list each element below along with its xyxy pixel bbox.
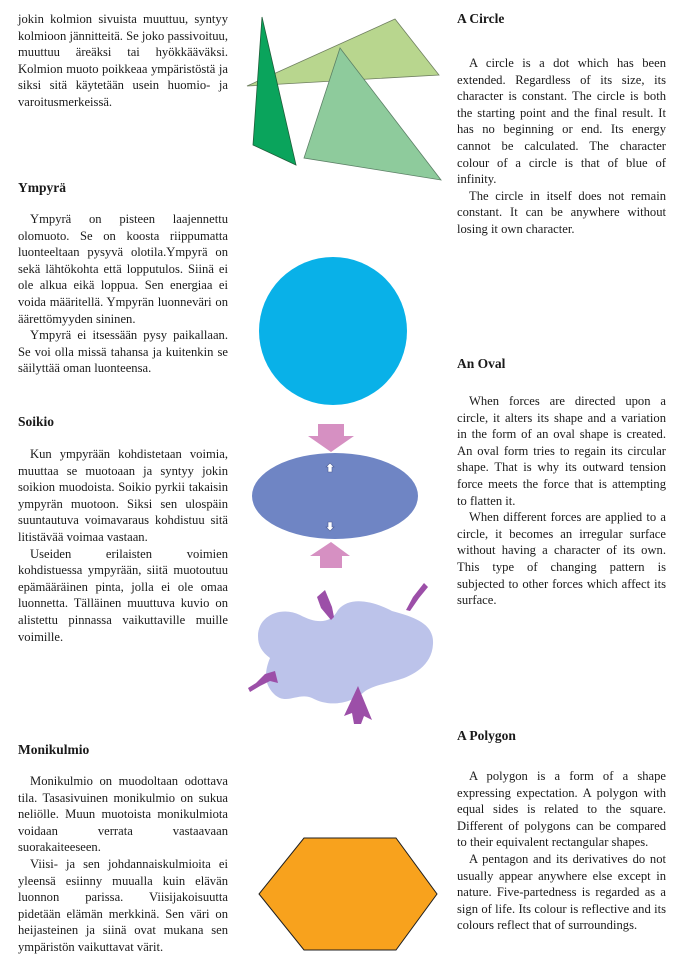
pink-arrow-down [308, 424, 354, 452]
finnish-oval-text [18, 446, 228, 645]
finnish-polygon-paragraph-1: Monikulmio on muodoltaan odottava tila. Tasasivuinen monikulmio on sukua neliölle. Muun muotoista monikulmiota voidaan verrata vastaavaan suorakaiteeseen. [18, 774, 228, 855]
finnish-circle-text [18, 211, 228, 377]
english-circle-paragraph-1: A circle is a dot which has been extended. Regardless of its size, its character is constant. The circle is both the starting point and the final result. It has no beginning or end. Its energy cannot be calculated. The character colour of a circle is that of blue of infinity. [457, 56, 666, 187]
english-polygon-text [457, 768, 666, 934]
english-oval-paragraph-1: When forces are directed upon a circle, it alters its shape and a variation in the form of an oval shape is created. An oval form tries to regain its circular shape. That is why its outward tension force meets the force that is attempting to flatten it. [457, 394, 666, 508]
purple-arrow-top-right [406, 583, 428, 611]
blue-oval [252, 453, 418, 539]
english-circle-paragraph-2: The circle in itself does not remain constant. It can be anywhere without losing it own character. [457, 188, 666, 236]
english-oval-heading: An Oval [457, 356, 506, 371]
finnish-intro-paragraph: jokin kolmion sivuista muuttuu, syntyy kolmioon jännitteitä. Se joko passivoituu, muuttuu äreäksi tai hyökkääväksi. Kolmion muoto poikkeaa ympäristöstä ja siksi sitä käytetään usein huomio- ja varoitusmerkeissä. [18, 12, 228, 109]
english-polygon-paragraph-1: A polygon is a form of a shape expressing expectation. A polygon with equal sides is related to the square. Different of polygons can be compared to their equivalent rectangular shapes. [457, 769, 666, 850]
english-circle-heading: A Circle [457, 11, 505, 26]
finnish-oval-paragraph-2: Useiden erilaisten voimien kohdistuessa ympyrään, siitä muotoutuu epämääräinen pinta, jolla ei ole omaa luonnetta. Tälläinen muuttuva kuvio on alistettu pinnassa vaikuttaville muille voimille. [18, 546, 228, 644]
english-circle-text [457, 55, 666, 238]
finnish-circle-paragraph-2: Ympyrä ei itsessään pysy paikallaan. Se voi olla missä tahansa ja kuitenkin se säilyttää oman luonteensa. [18, 328, 228, 376]
finnish-oval-heading: Soikio [18, 414, 55, 429]
finnish-oval-paragraph-1: Kun ympyrään kohdistetaan voimia, muuttaa se muotoaan ja syntyy jokin soikion muodoista. Soikio pyrkii takaisin ympyrän muotoon. Siksi sen ulospäin suuntautuva voimavaraus kohdistuu sitä litistävää voimaa vastaan. [18, 447, 228, 544]
irregular-blob [258, 601, 433, 703]
finnish-circle-paragraph-1: Ympyrä on pisteen laajennettu olomuoto. Se on koosta riippumatta luonteeltaan pysyvä olotila.Ympyrä on sekä lähtökohta että lopputulos. Siinä ei ole alkua eikä loppua. Sen energiaa ei voida määritellä. Ympyrän luonneväri on äärettömyyden sininen. [18, 212, 228, 326]
finnish-polygon-heading: Monikulmio [18, 742, 90, 757]
pink-arrow-up [310, 542, 350, 568]
english-polygon-paragraph-2: A pentagon and its derivatives do not usually appear anywhere else except in nature. Five-partedness is regarded as a sign of life. Its colour is reflective and its colours reflect that of surroundings. [457, 851, 666, 933]
blue-circle [259, 257, 407, 405]
finnish-circle-heading: Ympyrä [18, 180, 66, 195]
purple-arrow-top-left [317, 590, 334, 620]
finnish-polygon-text [18, 773, 228, 956]
orange-hexagon [259, 838, 437, 950]
english-polygon-heading: A Polygon [457, 728, 516, 743]
finnish-intro-text [18, 11, 228, 111]
english-oval-paragraph-2: When different forces are applied to a circle, it becomes an irregular surface without having a character of its own. This type of changing pattern is subjected to other forces which affect its surface. [457, 510, 666, 608]
triangle-dark-green [253, 17, 296, 165]
finnish-polygon-paragraph-2: Viisi- ja sen johdannaiskulmioita ei yleensä esiinny muualla kuin elävän luonnon parissa. Viisijakoisuutta pidetään elämän merkkinä. Sen väri on heijasteinen ja siinä ovat mukana sen ympäristön vaikuttavat värit. [18, 856, 228, 954]
english-oval-text [457, 393, 666, 609]
